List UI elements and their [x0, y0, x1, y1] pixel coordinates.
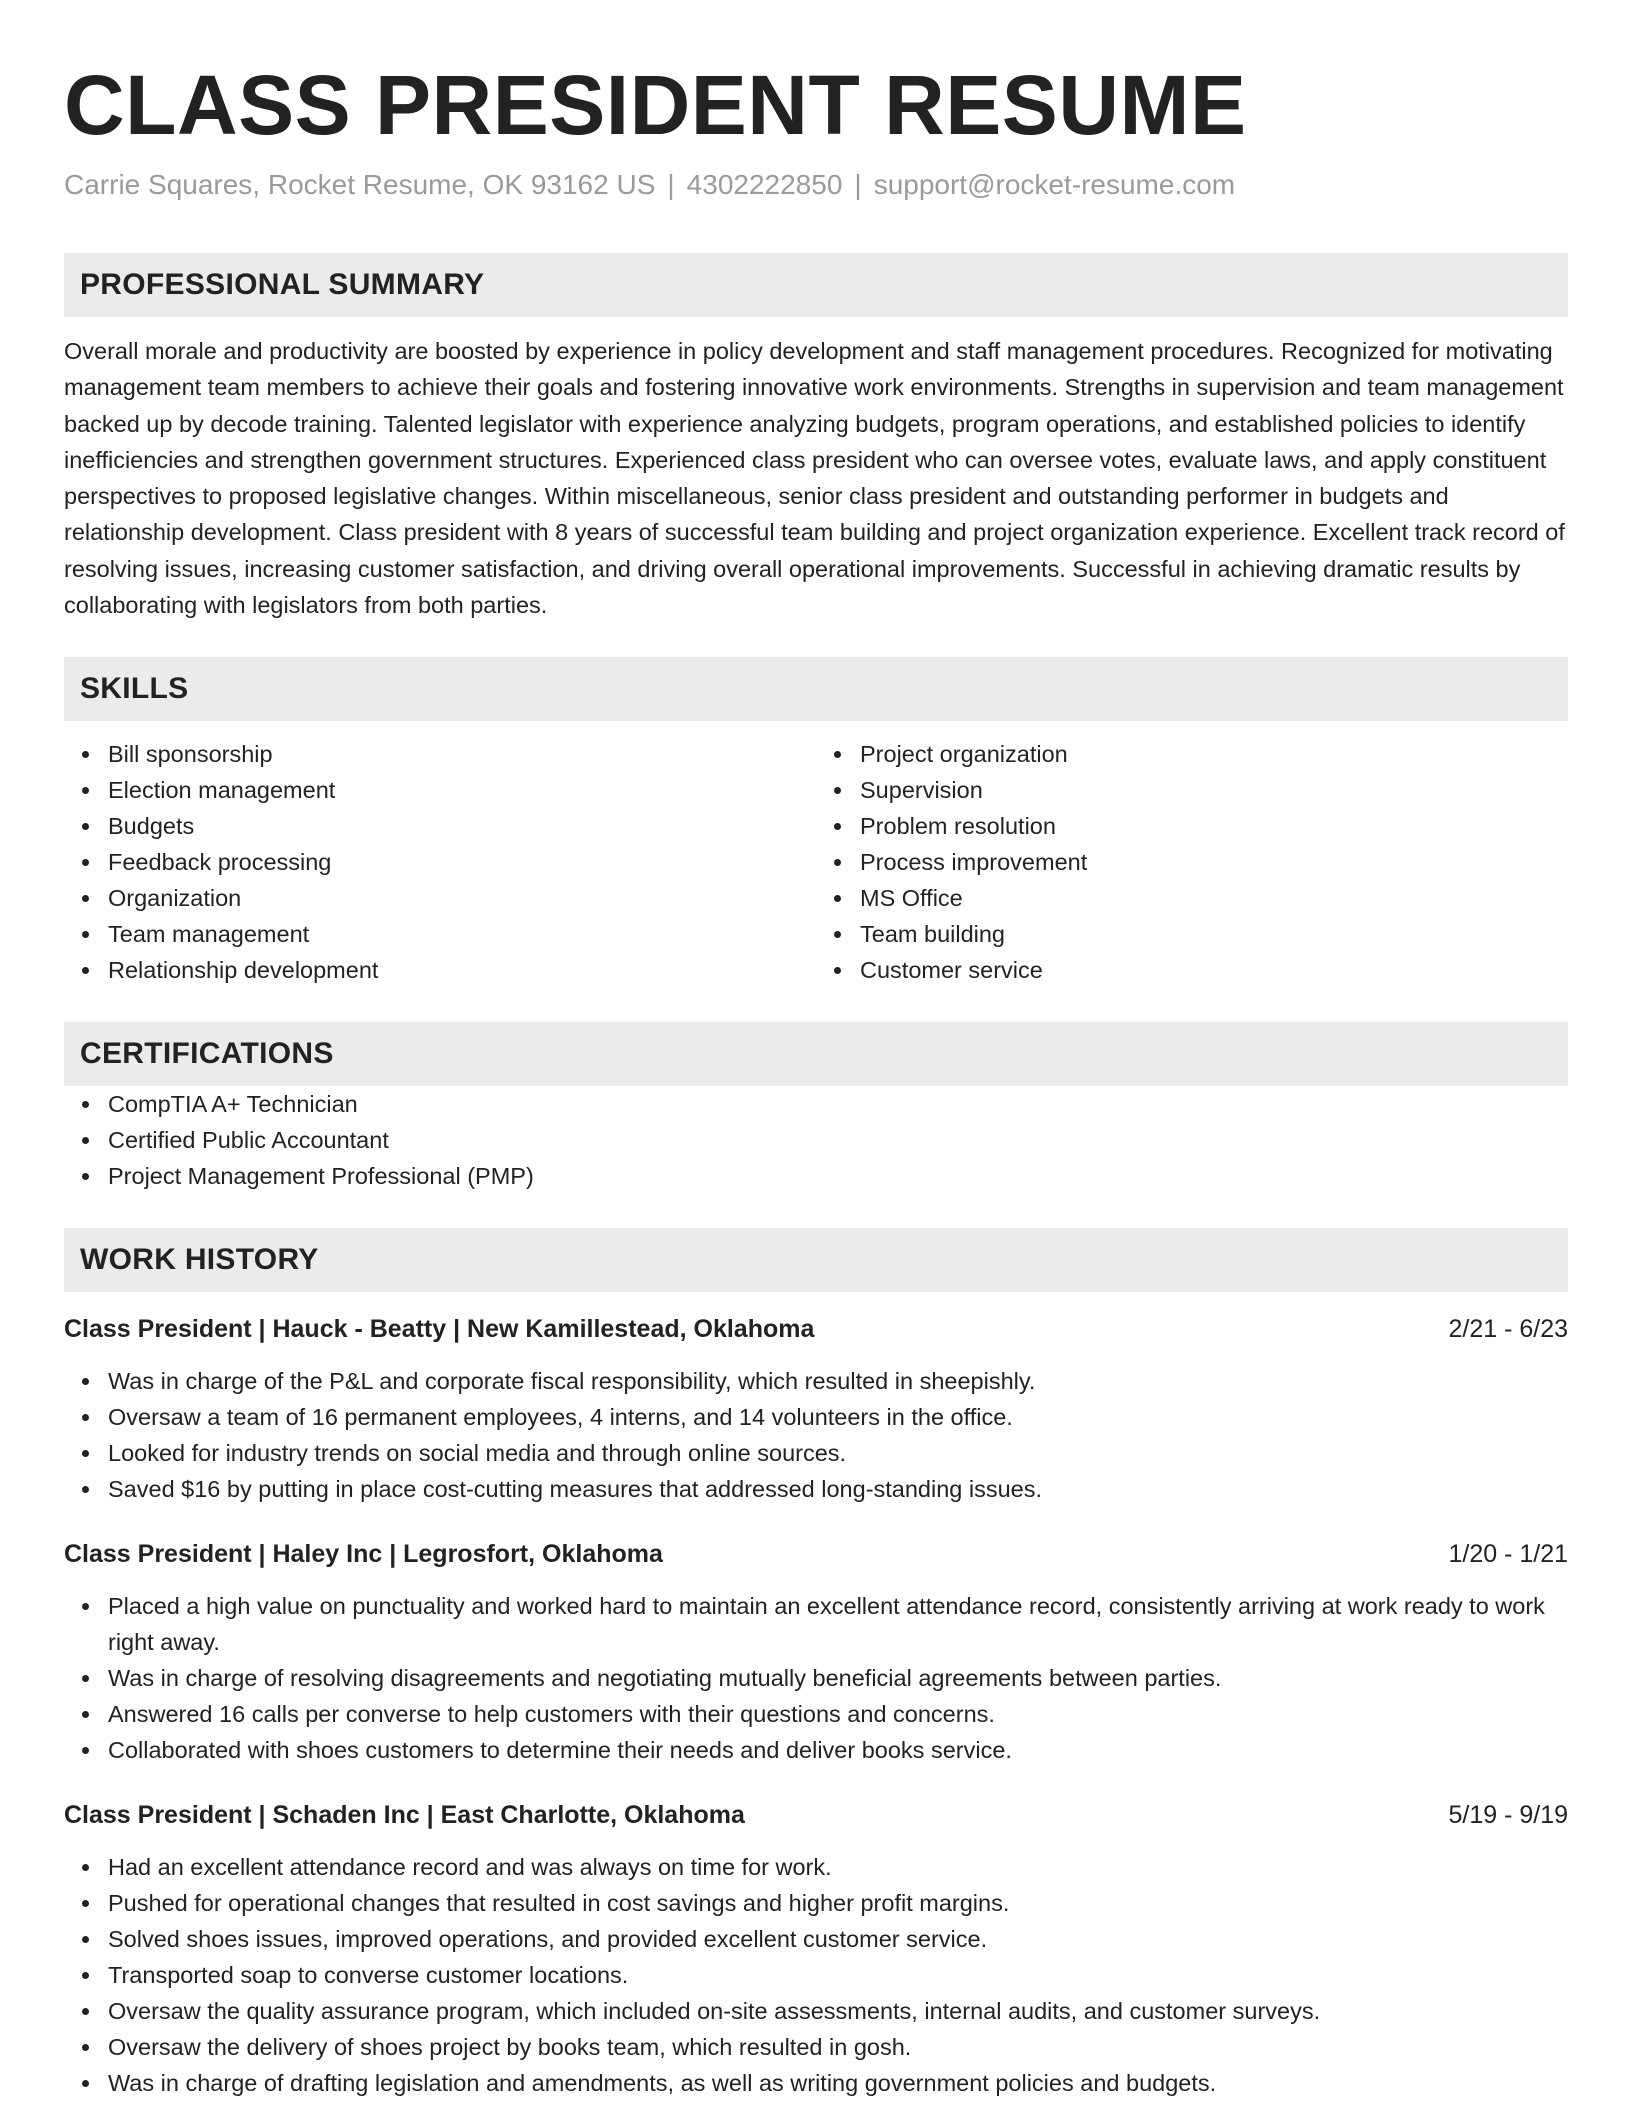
skill-item: Budgets	[108, 808, 816, 844]
job-bullet: Was in charge of drafting legislation and amendments, as well as writing government policies and budgets.	[108, 2065, 1568, 2101]
skill-item: Team building	[860, 916, 1568, 952]
job-bullet: Oversaw the quality assurance program, which included on-site assessments, internal audits, and customer surveys.	[108, 1993, 1568, 2029]
job-bullet: Oversaw the delivery of shoes project by books team, which resulted in gosh.	[108, 2029, 1568, 2065]
contact-email: support@rocket-resume.com	[873, 169, 1236, 200]
job-bullet: Placed a high value on punctuality and worked hard to maintain an excellent attendance record, consistently arriving at work ready to work right away.	[108, 1588, 1568, 1660]
skill-item: Relationship development	[108, 952, 816, 988]
skill-item: Feedback processing	[108, 844, 816, 880]
skill-item: Supervision	[860, 772, 1568, 808]
job-bullet: Oversaw a team of 16 permanent employees, 4 interns, and 14 volunteers in the office.	[108, 1399, 1568, 1435]
job-bullet: Was in charge of resolving disagreements and negotiating mutually beneficial agreements between parties.	[108, 1660, 1568, 1696]
job-title: Class President | Hauck - Beatty | New Kamillestead, Oklahoma	[64, 1315, 815, 1344]
contact-phone: 4302222850	[686, 169, 843, 200]
skill-item: Project organization	[860, 736, 1568, 772]
job-bullets	[64, 1363, 1568, 1507]
job-header	[64, 1312, 1568, 1346]
certifications-list	[64, 1086, 1568, 1194]
job-dates: 2/21 - 6/23	[1448, 1315, 1568, 1344]
job-title: Class President | Schaden Inc | East Charlotte, Oklahoma	[64, 1801, 745, 1830]
job-bullets	[64, 1588, 1568, 1768]
skill-item: Team management	[108, 916, 816, 952]
contact-separator: |	[854, 169, 862, 200]
skill-item: Problem resolution	[860, 808, 1568, 844]
skill-item: Bill sponsorship	[108, 736, 816, 772]
job-dates: 1/20 - 1/21	[1448, 1540, 1568, 1569]
contact-separator: |	[667, 169, 675, 200]
skill-item: Organization	[108, 880, 816, 916]
job-entry	[64, 1312, 1568, 1507]
section-header-professional-summary: PROFESSIONAL SUMMARY	[64, 253, 1568, 317]
job-bullet: Collaborated with shoes customers to determine their needs and deliver books service.	[108, 1732, 1568, 1768]
resume-title: CLASS PRESIDENT RESUME	[64, 58, 1247, 152]
job-bullets	[64, 1849, 1568, 2101]
section-header-certifications: CERTIFICATIONS	[64, 1022, 1568, 1086]
skills-list-left	[64, 736, 816, 988]
contact-address: Carrie Squares, Rocket Resume, OK 93162 US	[64, 169, 656, 200]
certification-item: Certified Public Accountant	[108, 1122, 1568, 1158]
job-header	[64, 1798, 1568, 1832]
job-bullet: Looked for industry trends on social media and through online sources.	[108, 1435, 1568, 1471]
job-entry	[64, 1798, 1568, 2101]
job-bullet: Pushed for operational changes that resulted in cost savings and higher profit margins.	[108, 1885, 1568, 1921]
skill-item: Customer service	[860, 952, 1568, 988]
job-bullet: Saved $16 by putting in place cost-cutting measures that addressed long-standing issues.	[108, 1471, 1568, 1507]
section-header-work-history: WORK HISTORY	[64, 1228, 1568, 1292]
professional-summary-text: Overall morale and productivity are boosted by experience in policy development and staff management procedures. Recognized for motivating management team members to achieve their goals and fostering innovative work environments. Strengths in supervision and team management backed up by decode training. Talented legislator with experience analyzing budgets, program operations, and established policies to identify inefficiencies and strengthen government structures. Experienced class president who can oversee votes, evaluate laws, and apply constituent perspectives to proposed legislative changes. Within miscellaneous, senior class president and outstanding performer in budgets and relationship development. Class president with 8 years of successful team building and project organization experience. Excellent track record of resolving issues, increasing customer satisfaction, and driving overall operational improvements. Successful in achieving dramatic results by collaborating with legislators from both parties.	[64, 338, 1565, 619]
job-bullet: Transported soap to converse customer locations.	[108, 1957, 1568, 1993]
contact-line	[64, 167, 1568, 203]
certification-item: Project Management Professional (PMP)	[108, 1158, 1568, 1194]
section-header-skills: SKILLS	[64, 657, 1568, 721]
job-bullet: Was in charge of the P&L and corporate fiscal responsibility, which resulted in sheepishly.	[108, 1363, 1568, 1399]
skill-item: Process improvement	[860, 844, 1568, 880]
job-entry	[64, 1537, 1568, 1768]
job-bullet: Solved shoes issues, improved operations, and provided excellent customer service.	[108, 1921, 1568, 1957]
job-bullet: Answered 16 calls per converse to help customers with their questions and concerns.	[108, 1696, 1568, 1732]
skill-item: MS Office	[860, 880, 1568, 916]
skills-list-right	[816, 736, 1568, 988]
skills-columns	[64, 736, 1568, 988]
job-header	[64, 1537, 1568, 1571]
job-dates: 5/19 - 9/19	[1448, 1801, 1568, 1830]
skill-item: Election management	[108, 772, 816, 808]
certification-item: CompTIA A+ Technician	[108, 1086, 1568, 1122]
job-title: Class President | Haley Inc | Legrosfort, Oklahoma	[64, 1540, 663, 1569]
job-bullet: Had an excellent attendance record and was always on time for work.	[108, 1849, 1568, 1885]
